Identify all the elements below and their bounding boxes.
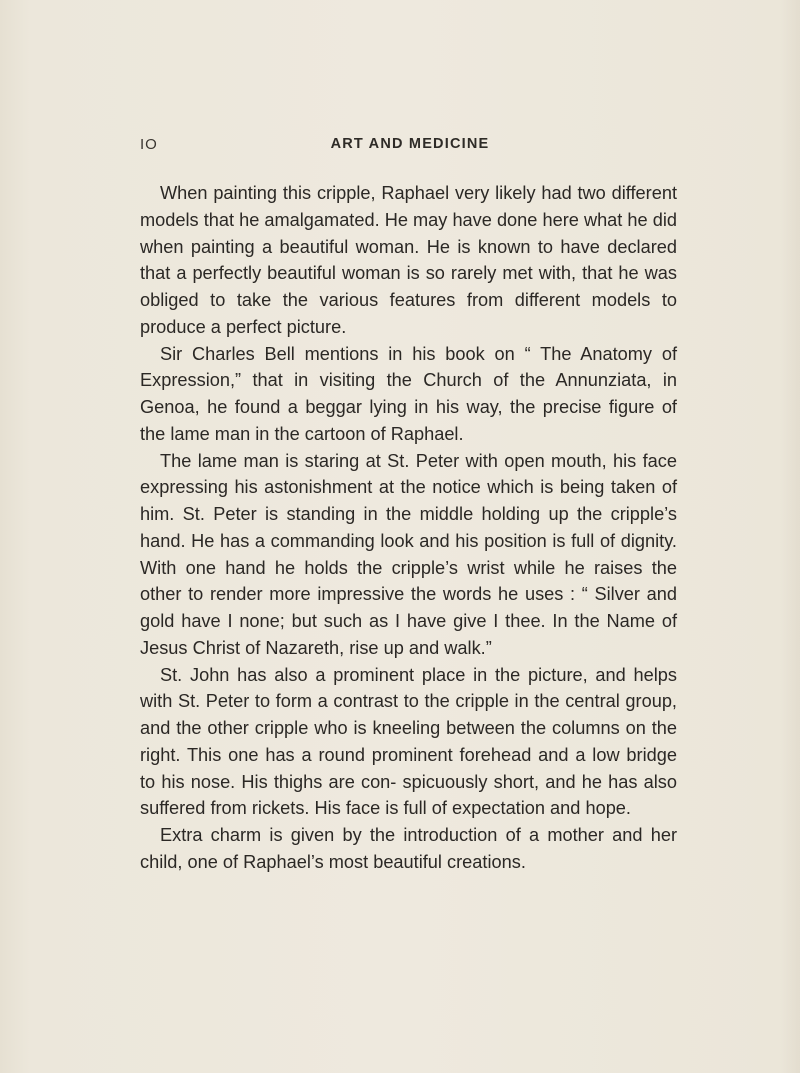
paragraph: Extra charm is given by the introduction of a mother and her child, one of Raphael’s most beautiful creations.	[140, 825, 677, 872]
running-head: ART AND MEDICINE	[330, 136, 490, 152]
page-header	[140, 136, 680, 160]
paragraph: The lame man is staring at St. Peter with open mouth, his face expressing his astonishment at the notice which is being taken of him. St. Peter is standing in the middle holding up the cripple’s hand. He has a commanding look and his position is full of dignity. With one hand he holds the cripple’s wrist while he raises the other to render more impressive the words he uses : “ Silver and gold have I none; but such as I have give I thee. In the Name of Jesus Christ of Nazareth, rise up and walk.”	[140, 450, 677, 658]
paragraph: When painting this cripple, Raphael very likely had two different models that he amalgamated. He may have done here what he did when painting a beautiful woman. He is known to have declared that a perfectly beautiful woman is so rarely met with, that he was obliged to take the various features from different models to produce a perfect picture.	[140, 183, 677, 337]
paragraph: Sir Charles Bell mentions in his book on “ The Anatomy of Expression,” that in visiting the Church of the Annunziata, in Genoa, he found a beggar lying in his way, the precise figure of the lame man in the cartoon of Raphael.	[140, 343, 677, 444]
body-text	[140, 180, 677, 876]
page-number: IO	[140, 136, 158, 153]
paragraph: St. John has also a prominent place in the picture, and helps with St. Peter to form a contrast to the cripple in the central group, and the other cripple who is kneeling between the columns on the right. This one has a round prominent forehead and a low bridge to his nose. His thighs are con- spicuously short, and he has also suffered from rickets. His face is full of expectation and hope.	[140, 664, 677, 819]
